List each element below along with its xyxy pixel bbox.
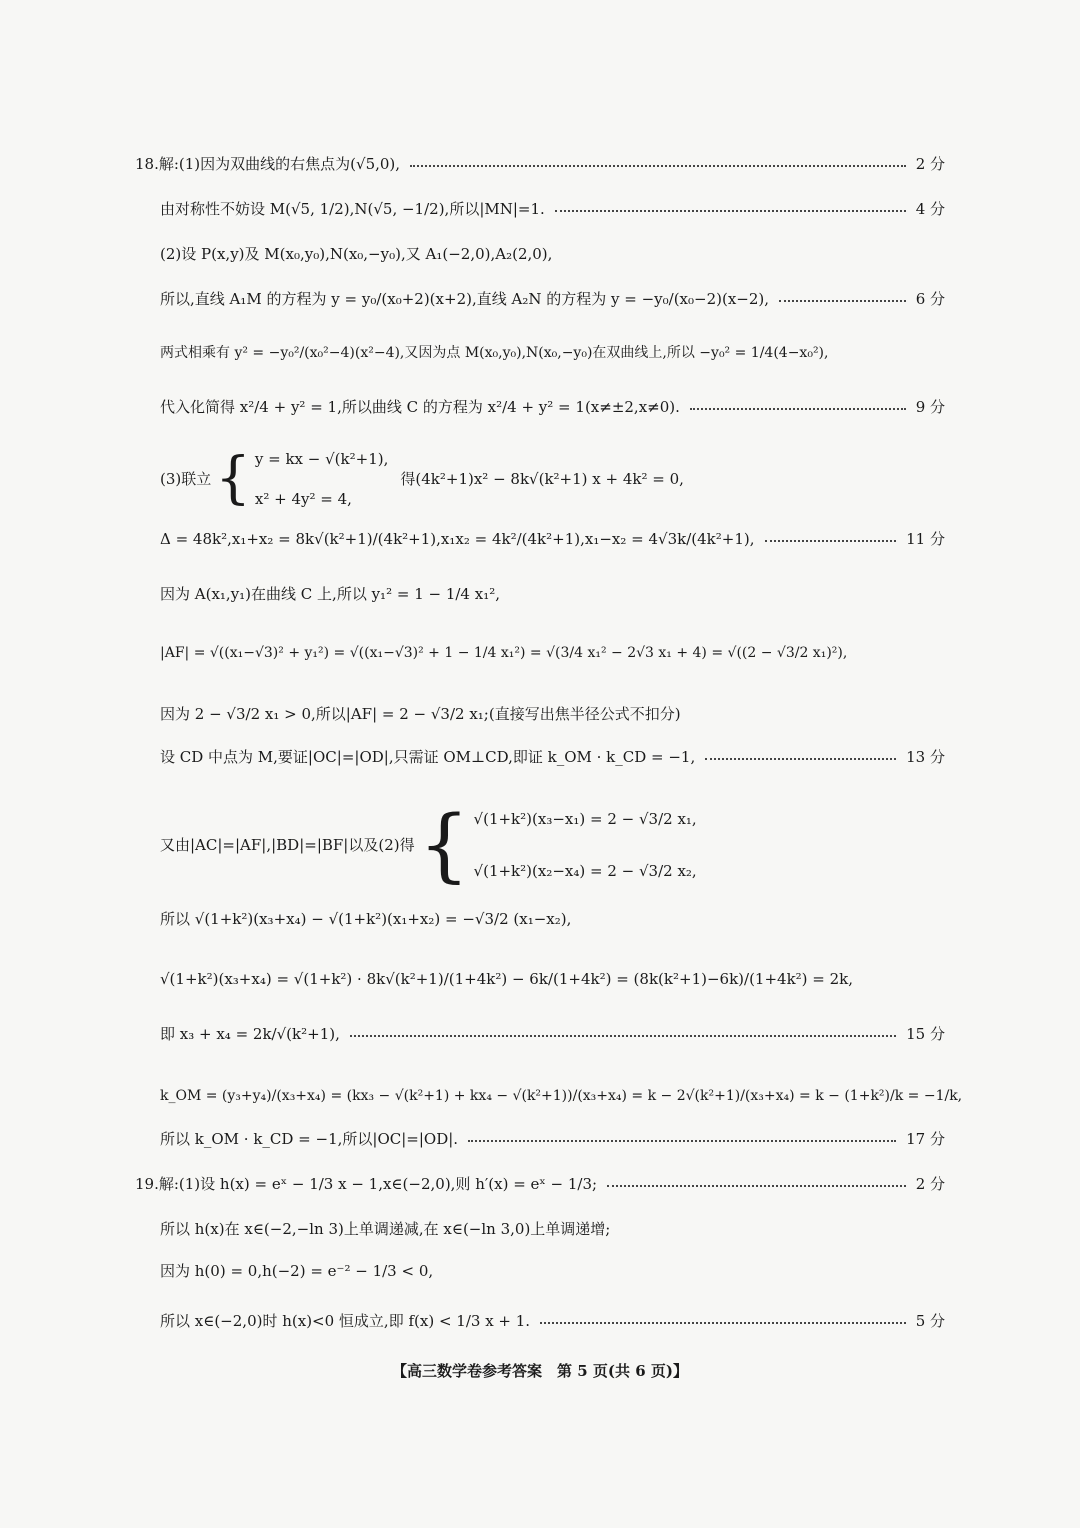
q18-text-11: 因为 2 − √3/2 x₁ > 0,所以|AF| = 2 − √3/2 x₁;(直接写出焦半径公式不扣分) bbox=[160, 705, 681, 723]
q18-system-label: (3)联立 bbox=[160, 470, 212, 488]
system2-eq-2: √(1+k²)(x₂−x₄) = 2 − √3/2 x₂, bbox=[473, 862, 697, 880]
system-eq-1: y = kx − √(k²+1), bbox=[254, 450, 389, 468]
q18-line-8 bbox=[160, 530, 945, 548]
q18-text-13: 又由|AC|=|AF|,|BD|=|BF|以及(2)得 bbox=[160, 836, 415, 854]
q18-line-3 bbox=[160, 245, 945, 263]
leader-dots bbox=[540, 1322, 906, 1324]
q18-text-5: 两式相乘有 y² = −y₀²/(x₀²−4)(x²−4),又因为点 M(x₀,y₀),N(x₀,−y₀)在双曲线上,所以 −y₀² = 1/4(4−x₀²), bbox=[160, 345, 829, 361]
q18-text-6: 代入化简得 x²/4 + y² = 1,所以曲线 C 的方程为 x²/4 + y² = 1(x≠±2,x≠0). bbox=[160, 398, 680, 416]
left-brace: { bbox=[215, 446, 251, 511]
leader-dots bbox=[350, 1035, 896, 1037]
score-label: 9 分 bbox=[915, 398, 945, 416]
score-label: 15 分 bbox=[906, 1025, 945, 1043]
q19-text-2: 所以 h(x)在 x∈(−2,−ln 3)上单调递减,在 x∈(−ln 3,0)上单调递增; bbox=[160, 1220, 611, 1238]
q19-text-1: 19.解:(1)设 h(x) = eˣ − 1/3 x − 1,x∈(−2,0),则 h′(x) = eˣ − 1/3; bbox=[135, 1175, 598, 1193]
left-brace: { bbox=[418, 798, 470, 891]
page-footer: 【高三数学卷参考答案 第 5 页(共 6 页)】 bbox=[392, 1362, 688, 1380]
q18-text-2: 由对称性不妨设 M(√5, 1/2),N(√5, −1/2),所以|MN|=1. bbox=[160, 200, 545, 218]
q18-line-18 bbox=[160, 1130, 945, 1148]
leader-dots bbox=[690, 408, 906, 410]
q18-line-9 bbox=[160, 585, 945, 603]
leader-dots bbox=[779, 300, 906, 302]
q18-system-result: 得(4k²+1)x² − 8k√(k²+1) x + 4k² = 0, bbox=[400, 470, 684, 488]
score-label: 4 分 bbox=[915, 200, 945, 218]
q18-line-11 bbox=[160, 705, 945, 723]
score-label: 2 分 bbox=[915, 1175, 945, 1193]
q18-line-6 bbox=[160, 398, 945, 416]
q19-text-4: 所以 x∈(−2,0)时 h(x)<0 恒成立,即 f(x) < 1/3 x + 1. bbox=[160, 1312, 531, 1330]
q18-text-3: (2)设 P(x,y)及 M(x₀,y₀),N(x₀,−y₀),又 A₁(−2,0),A₂(2,0), bbox=[160, 245, 553, 263]
equation-system-2 bbox=[415, 798, 697, 891]
q18-text-16: 即 x₃ + x₄ = 2k/√(k²+1), bbox=[160, 1025, 340, 1043]
q18-line-1 bbox=[135, 155, 945, 173]
q19-line-1 bbox=[135, 1175, 945, 1193]
q18-text-10: |AF| = √((x₁−√3)² + y₁²) = √((x₁−√3)² + 1 − 1/4 x₁²) = √(3/4 x₁² − 2√3 x₁ + 4) = √((2 − √3/2 x₁)²), bbox=[160, 645, 848, 661]
q18-line-17 bbox=[160, 1088, 963, 1105]
q18-line-15 bbox=[160, 970, 945, 988]
score-label: 6 分 bbox=[915, 290, 945, 308]
q18-line-14 bbox=[160, 910, 945, 928]
q18-text-4: 所以,直线 A₁M 的方程为 y = y₀/(x₀+2)(x+2),直线 A₂N 的方程为 y = −y₀/(x₀−2)(x−2), bbox=[160, 290, 770, 308]
q18-line-4 bbox=[160, 290, 945, 308]
q18-line-12 bbox=[160, 748, 945, 766]
q18-text-15: √(1+k²)(x₃+x₄) = √(1+k²) · 8k√(k²+1)/(1+4k²) − 6k/(1+4k²) = (8k(k²+1)−6k)/(1+4k²) = 2k, bbox=[160, 970, 854, 988]
score-label: 17 分 bbox=[906, 1130, 945, 1148]
equation-system bbox=[211, 446, 389, 511]
q18-line-5 bbox=[160, 345, 945, 362]
q18-text-1: 18.解:(1)因为双曲线的右焦点为(√5,0), bbox=[135, 155, 401, 173]
q18-text-18: 所以 k_OM · k_CD = −1,所以|OC|=|OD|. bbox=[160, 1130, 459, 1148]
score-label: 13 分 bbox=[906, 748, 945, 766]
q19-text-3: 因为 h(0) = 0,h(−2) = e⁻² − 1/3 < 0, bbox=[160, 1262, 434, 1280]
q18-line-13 bbox=[160, 798, 945, 891]
q18-line-7 bbox=[160, 446, 945, 511]
leader-dots bbox=[468, 1140, 896, 1142]
q18-line-2 bbox=[160, 200, 945, 218]
system-eq-2: x² + 4y² = 4, bbox=[254, 490, 352, 508]
q18-line-16 bbox=[160, 1025, 945, 1043]
leader-dots bbox=[410, 165, 906, 167]
q19-line-3 bbox=[160, 1262, 945, 1280]
leader-dots bbox=[555, 210, 906, 212]
leader-dots bbox=[705, 758, 896, 760]
leader-dots bbox=[607, 1185, 906, 1187]
leader-dots bbox=[765, 540, 897, 542]
q18-text-9: 因为 A(x₁,y₁)在曲线 C 上,所以 y₁² = 1 − 1/4 x₁², bbox=[160, 585, 500, 603]
q18-line-10 bbox=[160, 645, 945, 662]
system2-eq-1: √(1+k²)(x₃−x₁) = 2 − √3/2 x₁, bbox=[473, 810, 697, 828]
q19-line-4 bbox=[160, 1312, 945, 1330]
q19-line-2 bbox=[160, 1220, 945, 1238]
score-label: 11 分 bbox=[906, 530, 945, 548]
score-label: 5 分 bbox=[915, 1312, 945, 1330]
score-label: 2 分 bbox=[915, 155, 945, 173]
q18-text-14: 所以 √(1+k²)(x₃+x₄) − √(1+k²)(x₁+x₂) = −√3/2 (x₁−x₂), bbox=[160, 910, 572, 928]
q18-text-17: k_OM = (y₃+y₄)/(x₃+x₄) = (kx₃ − √(k²+1) + kx₄ − √(k²+1))/(x₃+x₄) = k − 2√(k²+1)/(x₃+x₄) = k − (1+k²)/k = −1/k, bbox=[160, 1088, 963, 1104]
q18-text-12: 设 CD 中点为 M,要证|OC|=|OD|,只需证 OM⊥CD,即证 k_OM · k_CD = −1, bbox=[160, 748, 696, 766]
q18-text-8: Δ = 48k²,x₁+x₂ = 8k√(k²+1)/(4k²+1),x₁x₂ = 4k²/(4k²+1),x₁−x₂ = 4√3k/(4k²+1), bbox=[160, 530, 755, 548]
